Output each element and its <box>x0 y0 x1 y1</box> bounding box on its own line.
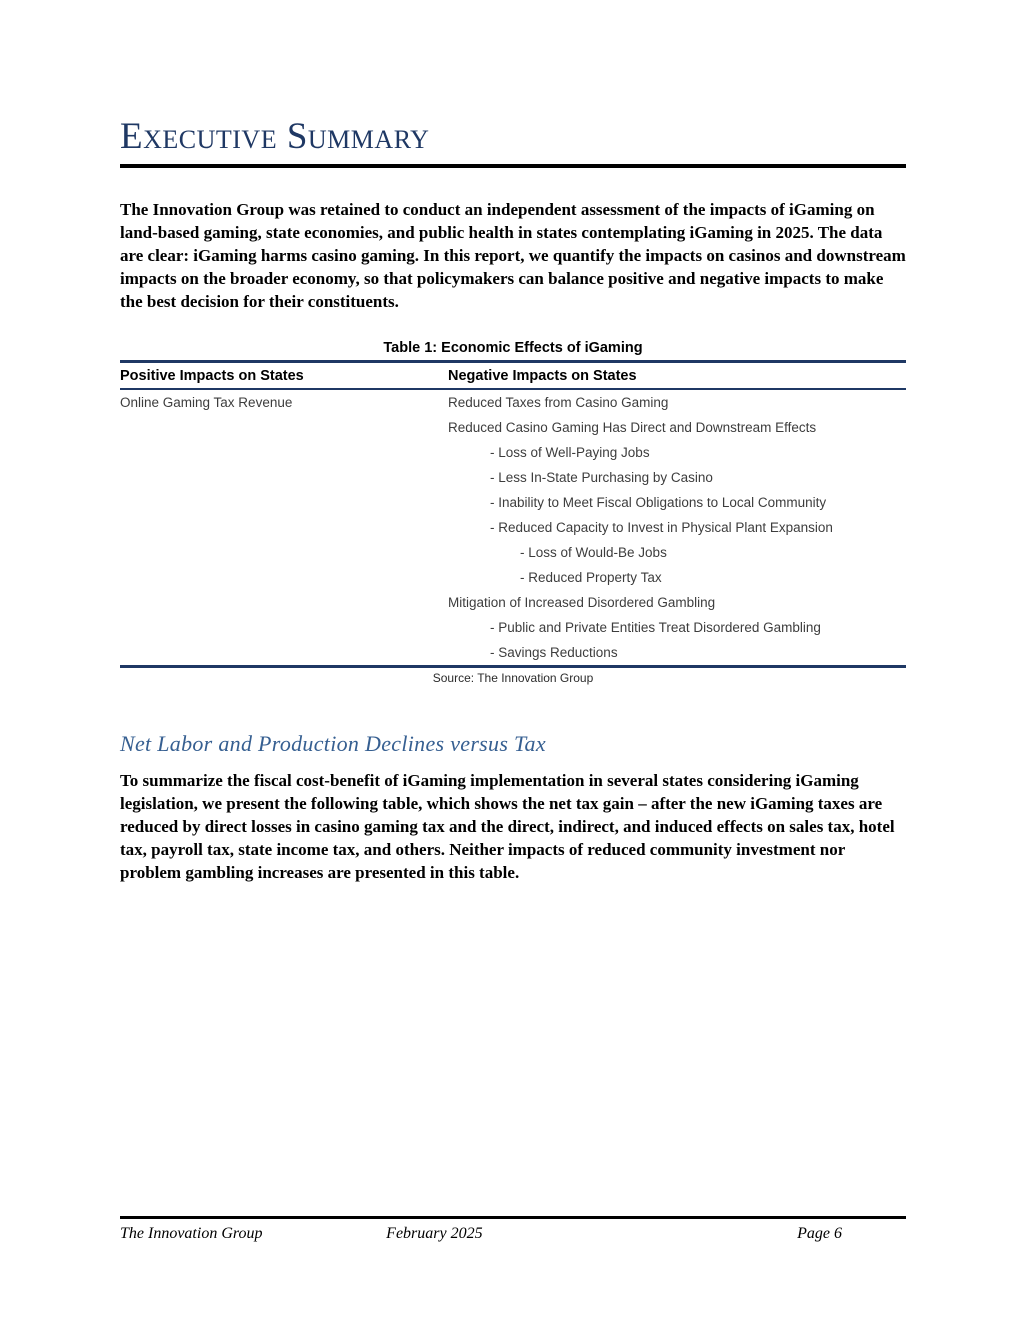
table-row <box>120 415 906 440</box>
positive-impact-cell <box>120 415 448 440</box>
footer-row <box>120 1225 906 1247</box>
positive-impact-cell <box>120 465 448 490</box>
table-row <box>120 615 906 640</box>
negative-impact-cell: - Less In-State Purchasing by Casino <box>490 470 713 485</box>
negative-impact-cell: Reduced Casino Gaming Has Direct and Downstream Effects <box>448 420 817 435</box>
section-heading: Net Labor and Production Declines versus Tax <box>120 731 546 756</box>
positive-impact-cell <box>120 540 448 565</box>
table-row <box>120 440 906 465</box>
footer-company: The Innovation Group <box>120 1225 263 1242</box>
impact-table-head <box>120 362 906 390</box>
negative-impact-cell: Mitigation of Increased Disordered Gambling <box>448 595 716 610</box>
positive-impact-cell <box>120 490 448 515</box>
positive-impact-cell <box>120 590 448 615</box>
table-caption: Table 1: Economic Effects of iGaming <box>383 340 643 356</box>
column-header-positive: Positive Impacts on States <box>120 368 304 384</box>
impact-table <box>120 360 906 668</box>
table-row <box>120 640 906 667</box>
table-row <box>120 465 906 490</box>
table-row <box>120 490 906 515</box>
positive-impact-cell <box>120 515 448 540</box>
negative-impact-cell: Reduced Taxes from Casino Gaming <box>448 395 669 410</box>
table-header-row <box>120 362 906 390</box>
page-footer <box>120 1216 906 1247</box>
negative-impact-cell: - Public and Private Entities Treat Disordered Gambling <box>490 620 821 635</box>
impact-table-body <box>120 389 906 667</box>
title-rule <box>120 164 906 168</box>
positive-impact-cell: Online Gaming Tax Revenue <box>120 395 293 410</box>
section-paragraph: To summarize the fiscal cost-benefit of iGaming implementation in several states considering iGaming legislation, we present the following table, which shows the net tax gain – after the new iGaming taxes are reduced by direct losses in casino gaming tax and the direct, indirect, and induced effects on sales tax, hotel tax, payroll tax, state income tax, and others. Neither impacts of reduced community investment nor problem gambling increases are presented in this table. <box>120 771 895 882</box>
page-title: Executive Summary <box>120 116 430 157</box>
negative-impact-cell: - Reduced Property Tax <box>520 570 662 585</box>
column-header-negative: Negative Impacts on States <box>448 368 637 384</box>
table-row <box>120 515 906 540</box>
table-row <box>120 389 906 415</box>
positive-impact-cell <box>120 565 448 590</box>
positive-impact-cell <box>120 440 448 465</box>
negative-impact-cell: - Loss of Would-Be Jobs <box>520 545 667 560</box>
positive-impact-cell <box>120 615 448 640</box>
table-source: Source: The Innovation Group <box>432 671 594 685</box>
negative-impact-cell: - Inability to Meet Fiscal Obligations to Local Community <box>490 495 827 510</box>
table-row <box>120 565 906 590</box>
table-row <box>120 540 906 565</box>
negative-impact-cell: - Reduced Capacity to Invest in Physical Plant Expansion <box>490 520 833 535</box>
intro-paragraph: The Innovation Group was retained to conduct an independent assessment of the impacts of iGaming on land-based gaming, state economies, and public health in states contemplating iGaming in 2025. The data are clear: iGaming harms casino gaming. In this report, we quantify the impacts on casinos and downstream impacts on the broader economy, so that policymakers can balance positive and negative impacts to make the best decision for their constituents. <box>120 200 906 311</box>
footer-page-number: Page 6 <box>797 1225 842 1242</box>
positive-impact-cell <box>120 640 448 667</box>
negative-impact-cell: - Loss of Well-Paying Jobs <box>490 445 650 460</box>
footer-date: February 2025 <box>386 1225 483 1242</box>
table-row <box>120 590 906 615</box>
negative-impact-cell: - Savings Reductions <box>490 645 618 660</box>
footer-rule <box>120 1216 906 1219</box>
page-content <box>120 0 906 884</box>
